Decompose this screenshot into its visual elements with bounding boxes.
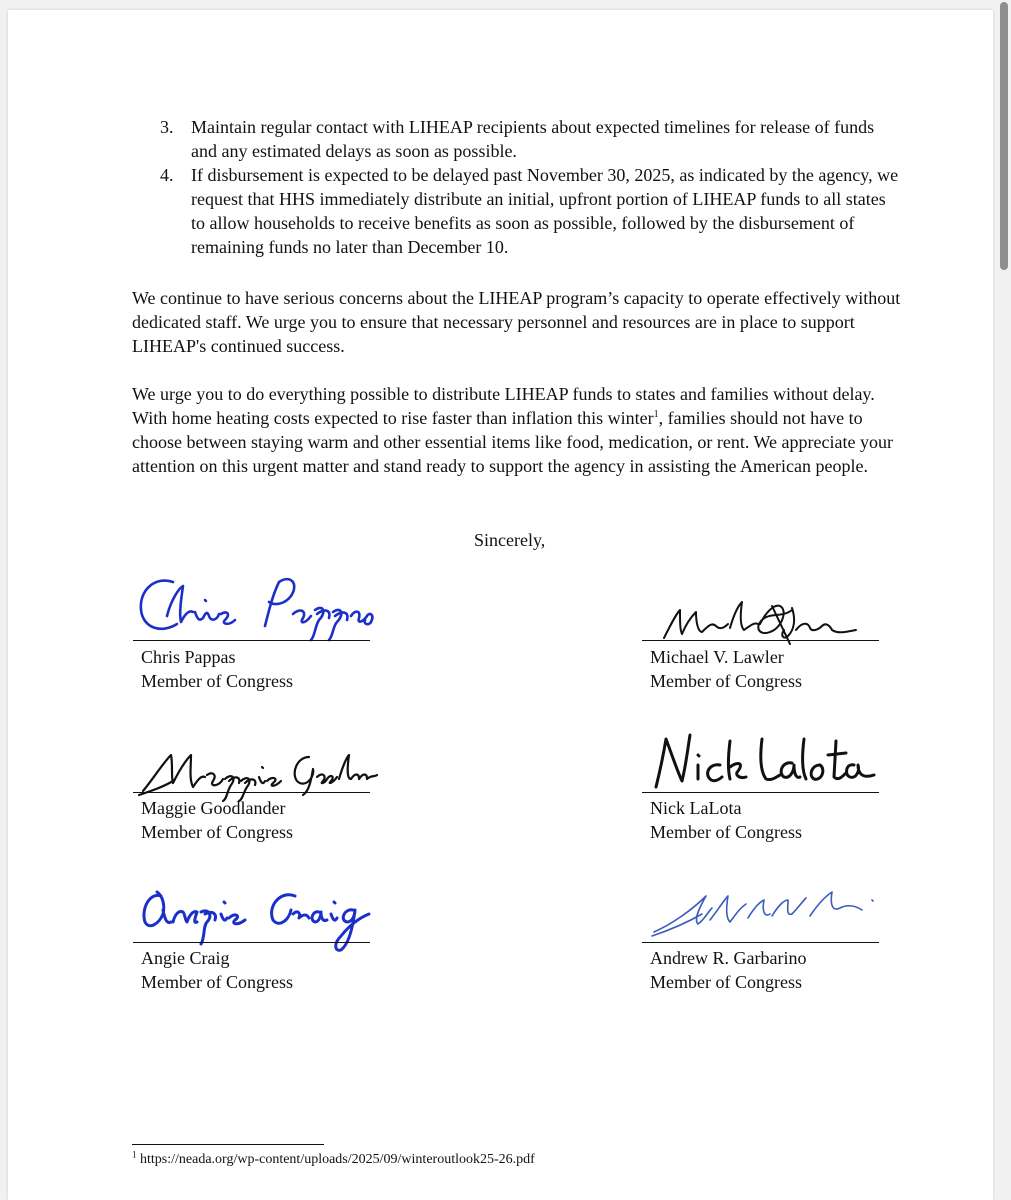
footnote: [132, 1151, 535, 1169]
handwritten-signature-chris-pappas: [133, 570, 378, 640]
list-item-text: If disbursement is expected to be delayed past November 30, 2025, as indicated by the agency, we request that HHS immediately distribute an initial, upfront portion of LIHEAP funds to all states to allow households to receive benefits as soon as possible, followed by the disbursement of remaining funds no later than December 10.: [191, 165, 899, 257]
signatory-name: Maggie Goodlander: [141, 798, 286, 818]
signature-line: [133, 640, 370, 641]
signatory-title: Member of Congress: [141, 822, 293, 842]
closing-salutation: Sincerely,: [474, 530, 546, 550]
paragraph-text-part-a: We urge you to do everything possible to distribute LIHEAP funds to states and families without delay. With home heating costs expected to rise faster than inflation this winter: [132, 384, 875, 428]
handwritten-signature-maggie-goodlander: [133, 721, 378, 801]
letter-page: [8, 10, 993, 1200]
list-item-text: Maintain regular contact with LIHEAP recipients about expected timelines for release of funds and any estimated delays as soon as possible.: [191, 117, 875, 161]
paragraph-urge-distribution: [132, 382, 902, 478]
scrollbar-thumb[interactable]: [1000, 2, 1008, 270]
footnote-number: 1: [132, 1149, 137, 1160]
signatory-name: Andrew R. Garbarino: [650, 948, 807, 968]
signatory-name: Nick LaLota: [650, 798, 742, 818]
signatory-title: Member of Congress: [650, 822, 802, 842]
handwritten-signature-nick-lalota: [642, 721, 887, 801]
signature-line: [642, 942, 879, 943]
paragraph-staffing-concerns: We continue to have serious concerns about the LIHEAP program’s capacity to operate effectively without dedicated staff. We urge you to ensure that necessary personnel and resources are in place to support LIHEAP's continued success.: [132, 288, 901, 356]
signatory-title: Member of Congress: [141, 972, 293, 992]
paragraph-text-part-b: , families should not have to choose between staying warm and other essential items like food, medication, or rent. We appreciate your attention on this urgent matter and stand ready to support the agency in assisting the American people.: [132, 408, 893, 476]
handwritten-signature-andrew-garbarino: [642, 870, 887, 950]
list-item: [153, 115, 903, 163]
signatory-name: Michael V. Lawler: [650, 647, 784, 667]
request-list: [153, 115, 903, 259]
footnote-link[interactable]: https://neada.org/wp-content/uploads/2025/09/winteroutlook25-26.pdf: [140, 1152, 535, 1167]
signatory-name: Angie Craig: [141, 948, 230, 968]
list-item-number: 3.: [160, 117, 174, 137]
signature-line: [642, 792, 879, 793]
footnote-separator: [132, 1144, 324, 1145]
signatory-title: Member of Congress: [141, 671, 293, 691]
vertical-scrollbar[interactable]: [997, 0, 1011, 1200]
list-item: [153, 163, 903, 259]
signatory-name: Chris Pappas: [141, 647, 236, 667]
list-item-number: 4.: [160, 165, 174, 185]
signature-line: [642, 640, 879, 641]
signature-line: [133, 942, 370, 943]
footnote-reference[interactable]: 1: [653, 409, 659, 420]
signature-line: [133, 792, 370, 793]
signatory-title: Member of Congress: [650, 972, 802, 992]
signatory-title: Member of Congress: [650, 671, 802, 691]
